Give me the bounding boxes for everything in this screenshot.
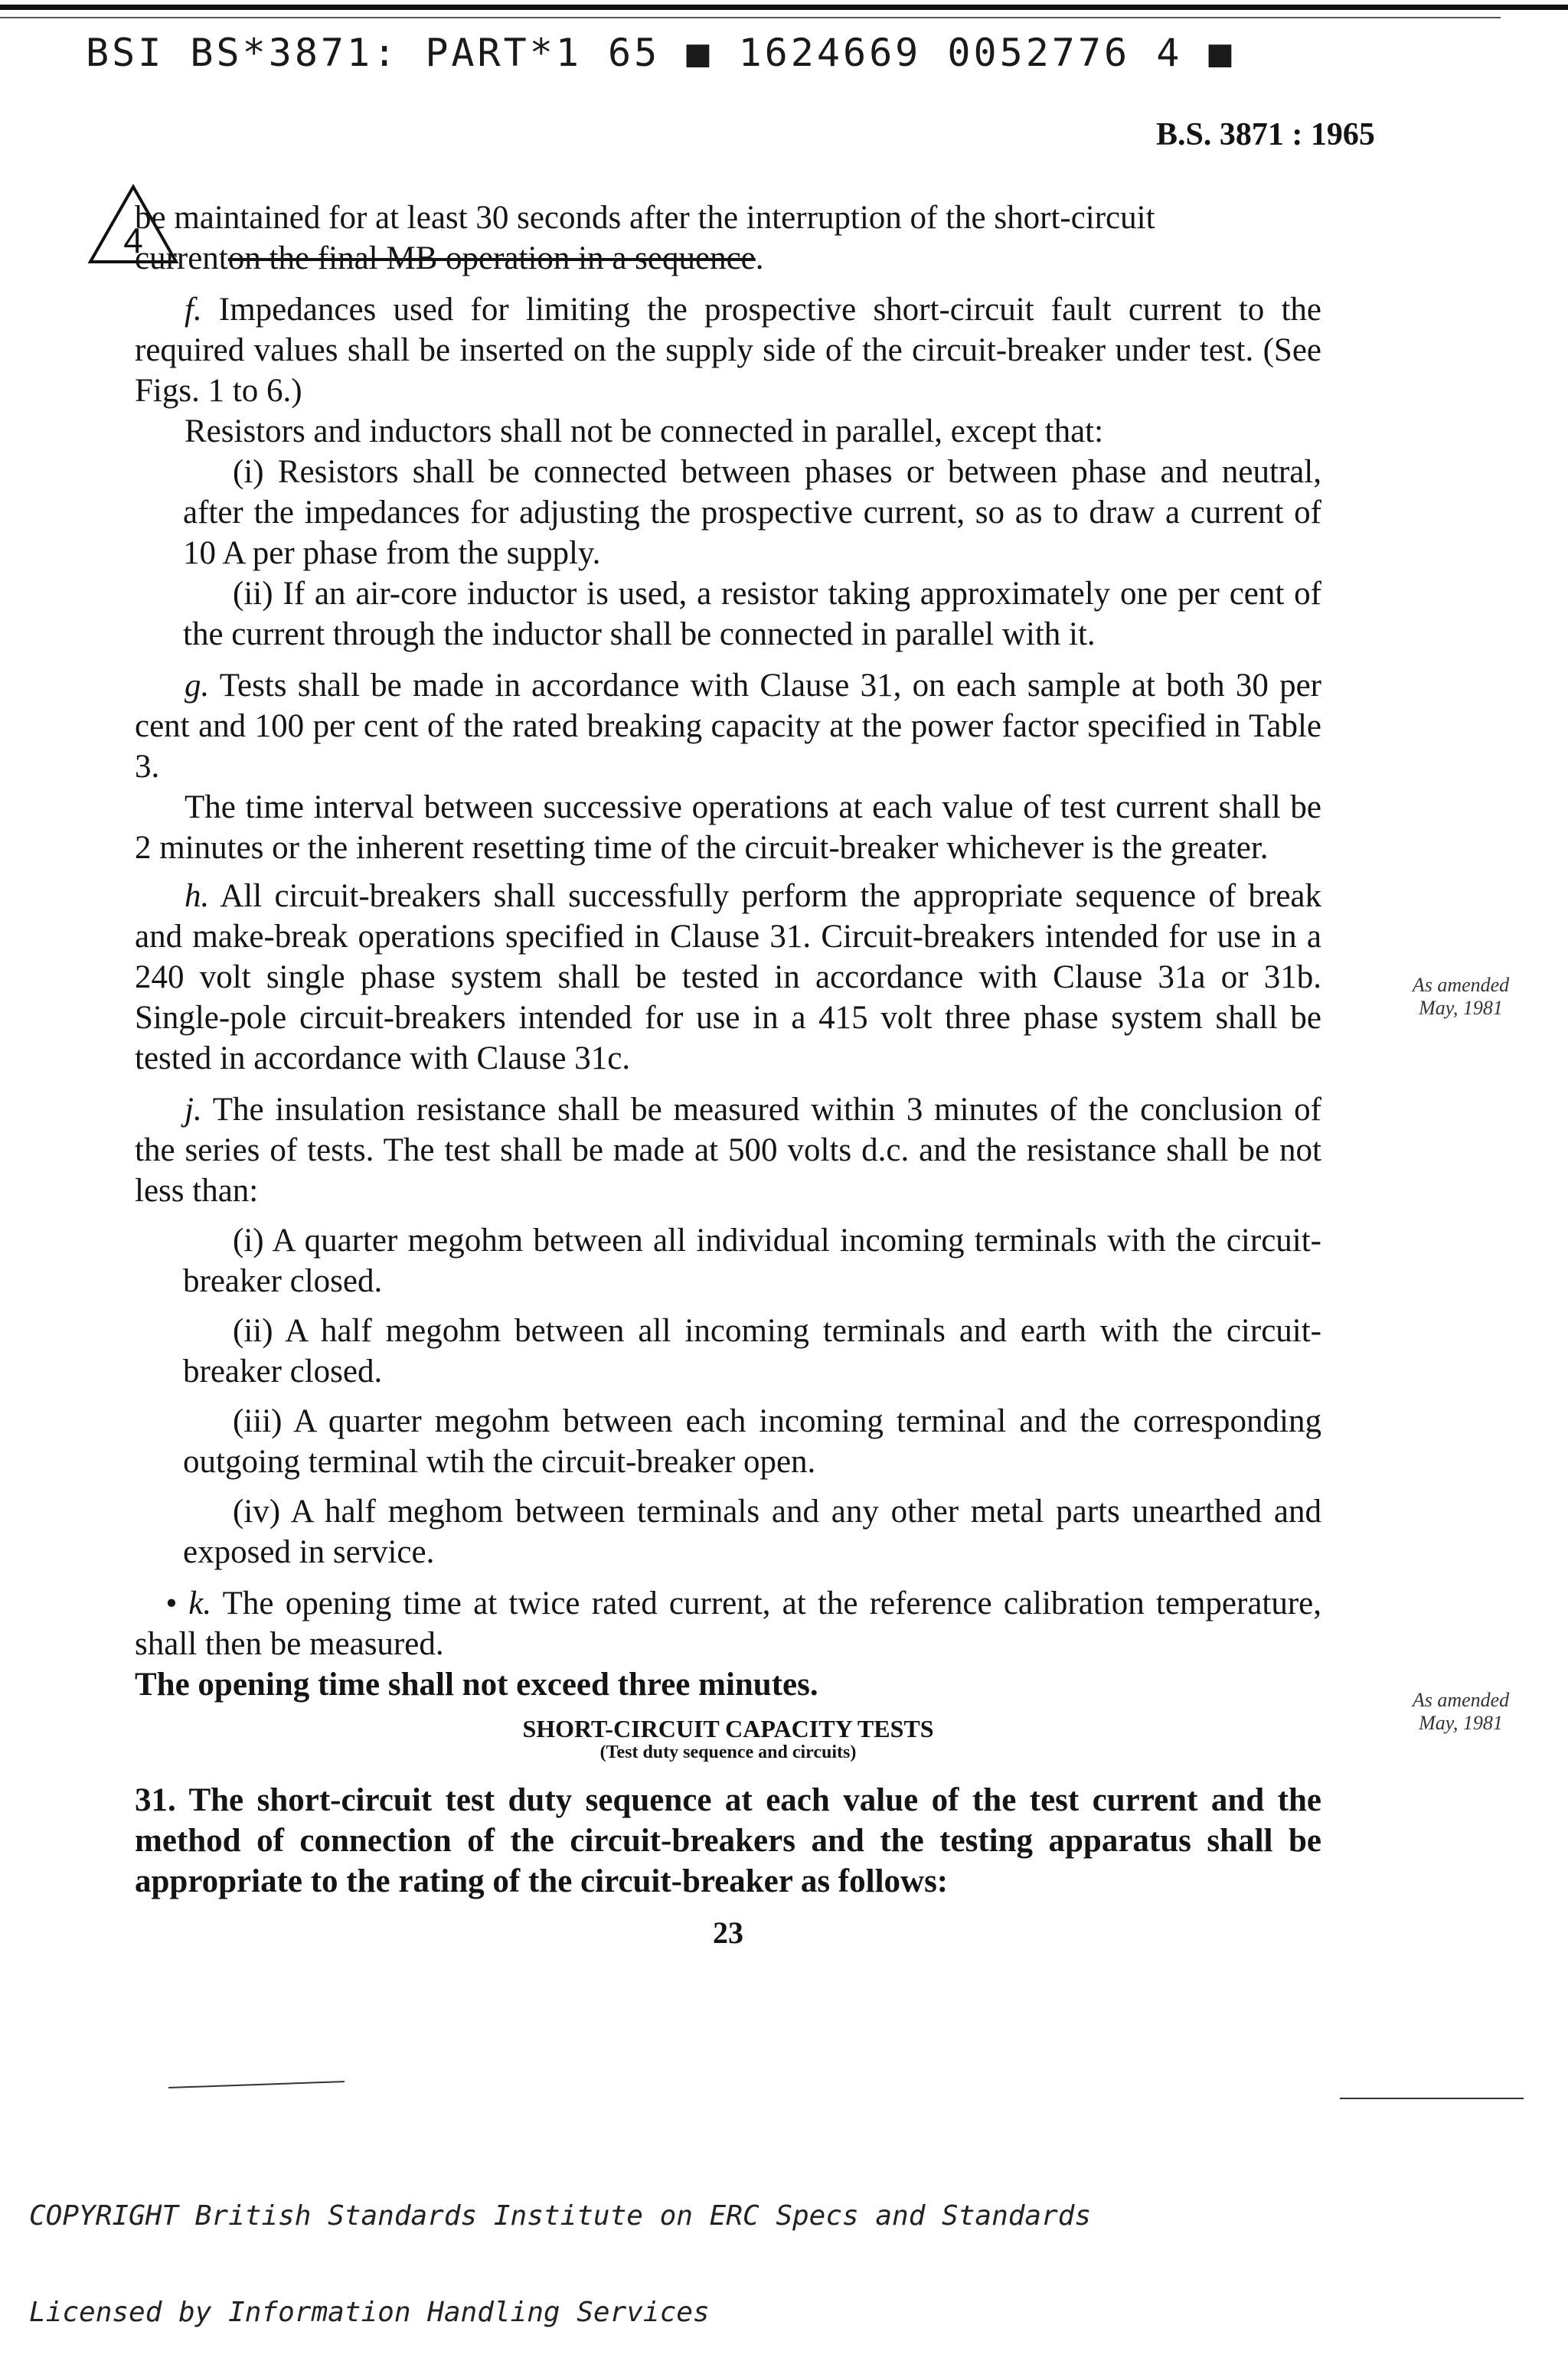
amendment-number: 4 (123, 220, 143, 260)
document-code-line: BSI BS*3871: PART*1 65 ■ 1624669 0052776 4 ■ (86, 31, 1235, 75)
clause-f-resistors: Resistors and inductors shall not be connected in parallel, except that: (185, 413, 1104, 449)
clause-g: g. Tests shall be made in accordance with Clause 31, on each sample at both 30 per cent and 100 per cent of the rated breaking capacity at the power factor specified in Table 3. (135, 668, 1321, 785)
clause-f-ii: (ii) If an air-core inductor is used, a resistor taking approximately one per cent of the current through the inductor shall be connected in parallel with it. (183, 576, 1321, 652)
clause-k: • k. The opening time at twice rated current, at the reference calibration temperature, shall then be measured. (135, 1585, 1322, 1662)
standard-reference: B.S. 3871 : 1965 (1156, 117, 1375, 152)
scan-top-rule (0, 17, 1501, 18)
clause-g-interval: The time interval between successive operations at each value of test current shall be 2 minutes or the inherent resetting time of the circuit-breaker whichever is the greater. (135, 789, 1321, 866)
scan-top-border (0, 5, 1568, 10)
clause-g-label: g. (185, 668, 210, 704)
clause-h-label: h. (185, 878, 210, 914)
clause-f: f. Impedances used for limiting the prospective short-circuit fault current to the required values shall be inserted on the supply side of the circuit-breaker under test. (See Figs. 1 to 6.) (135, 292, 1321, 409)
clause-e-continuation: be maintained for at least 30 seconds after the interruption of the short-circuit currenton the final MB operation in a sequence. (135, 200, 1155, 276)
margin-note-amended-k: As amended May, 1981 (1412, 1689, 1510, 1734)
section-heading: SHORT-CIRCUIT CAPACITY TESTS (522, 1715, 934, 1742)
clause-j-iv: (iv) A half meghom between terminals and any other metal parts unearthed and exposed in service. (183, 1494, 1321, 1570)
clause-h: h. All circuit-breakers shall successfully perform the appropriate sequence of break and make-break operations specified in Clause 31. Circuit-breakers intended for use in a 240 volt single phase system shall be tested in accordance with Clause 31a or 31b. Single-pole circuit-breakers intended for use in a 415 volt three phase system shall be tested in accordance with Clause 31c. (135, 878, 1321, 1076)
copyright-footer (29, 2136, 1091, 2361)
clause-f-label: f. (185, 292, 202, 328)
clause-k-label: • k. (165, 1585, 212, 1621)
clause-31-number: 31. (135, 1782, 176, 1818)
document-body (135, 198, 1321, 1953)
footer-copyright-line: COPYRIGHT British Standards Institute on ERC Specs and Standards (29, 2200, 1092, 2232)
clause-j-ii: (ii) A half megohm between all incoming terminals and earth with the circuit-breaker closed. (183, 1313, 1321, 1389)
clause-j-i: (i) A quarter megohm between all individual incoming terminals with the circuit-breaker closed. (183, 1223, 1321, 1299)
section-subheading: (Test duty sequence and circuits) (599, 1742, 857, 1762)
clause-k-limit: The opening time shall not exceed three minutes. (135, 1667, 818, 1703)
clause-f-i: (i) Resistors shall be connected between phases or between phase and neutral, after the impedances for adjusting the prospective current, so as to draw a current of 10 A per phase from the supply. (183, 454, 1321, 571)
margin-note-amended-h: As amended May, 1981 (1412, 974, 1510, 1019)
clause-31: 31. The short-circuit test duty sequence at each value of the test current and the method of connection of the circuit-breakers and the testing apparatus shall be appropriate to the rating of the circuit-breaker as follows: (135, 1782, 1321, 1899)
clause-j: j. The insulation resistance shall be measured within 3 minutes of the conclusion of the series of tests. The test shall be made at 500 volts d.c. and the resistance shall be not less than: (135, 1092, 1321, 1209)
page-number: 23 (713, 1915, 743, 1950)
scan-mark-left (168, 2081, 345, 2088)
clause-j-label: j. (185, 1092, 202, 1128)
scan-mark-right (1340, 2098, 1524, 2099)
struck-text: on the final MB operation in a sequence (227, 240, 756, 276)
footer-license-line: Licensed by Information Handling Services (29, 2297, 710, 2328)
clause-j-iii: (iii) A quarter megohm between each incoming terminal and the corresponding outgoing terminal wtih the circuit-breaker open. (183, 1403, 1321, 1480)
